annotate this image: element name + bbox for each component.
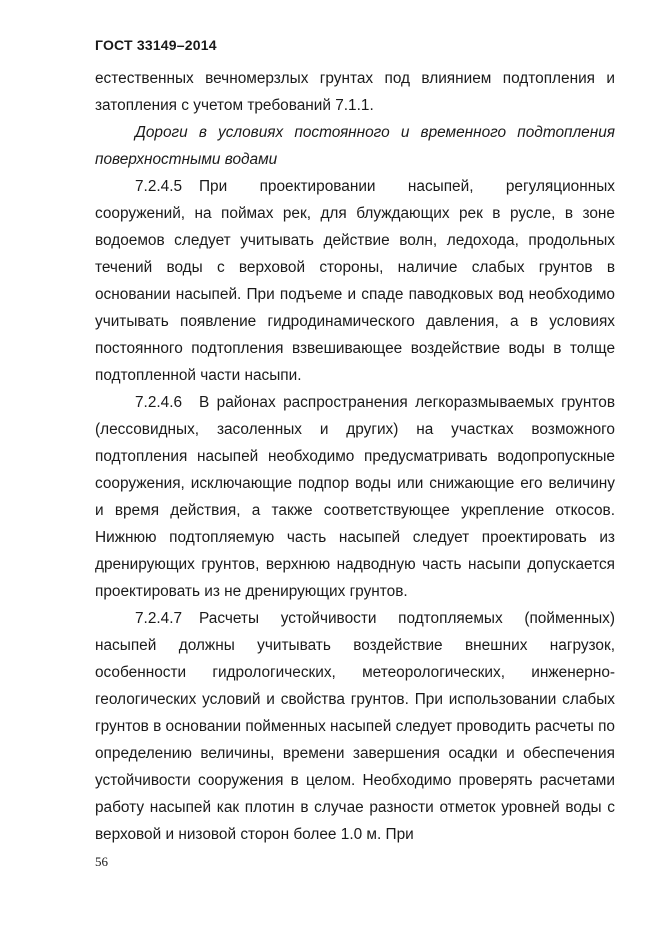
clause-text: При проектировании насыпей, регуляционных сооружений, на поймах рек, для блуждающих рек в русле, в зоне водоемов следует учитывать действие волн, ледохода, продольных течений воды с верховой стороны, наличие слабых грунтов в основании насыпей. При подъеме и спаде паводковых вод необходимо учитывать появление гидродинамического давления, а в условиях постоянного подтопления взвешивающее воздействие воды в толще подтопленной части насыпи. bbox=[95, 178, 615, 384]
clause-7-2-4-6 bbox=[95, 389, 615, 605]
document-header: ГОСТ 33149–2014 bbox=[95, 37, 217, 53]
clause-number: 7.2.4.5 bbox=[135, 178, 183, 195]
clause-text: Расчеты устойчивости подтопляемых (пойменных) насыпей должны учитывать воздействие внешних нагрузок, особенности гидрологических, метеорологических, инженерно-геологических условий и свойства грунтов. При использовании слабых грунтов в основании пойменных насыпей следует проводить расчеты по определению величины, времени завершения осадки и обеспечения устойчивости сооружения в целом. Необходимо проверять расчетами работу насыпей как плотин в случае разности отметок уровней воды с верховой и низовой сторон более 1.0 м. При bbox=[95, 610, 615, 843]
section-subheading: Дороги в условиях постоянного и временного подтопления поверхностными водами bbox=[95, 124, 615, 168]
page-number: 56 bbox=[95, 854, 108, 869]
clause-7-2-4-5 bbox=[95, 173, 615, 389]
clause-number: 7.2.4.7 bbox=[135, 610, 183, 627]
clause-text: В районах распространения легкоразмываемых грунтов (лессовидных, засоленных и других) на участках возможного подтопления насыпей необходимо предусматривать водопропускные сооружения, исключающие подпор воды или снижающие его величину и время действия, а также соответствующее укрепление откосов. Нижнюю подтопляемую часть насыпей следует проектировать из дренирующих грунтов, верхнюю надводную часть насыпи допускается проектировать из не дренирующих грунтов. bbox=[95, 394, 615, 600]
document-body bbox=[95, 65, 615, 848]
clause-7-2-4-7 bbox=[95, 605, 615, 848]
clause-number: 7.2.4.6 bbox=[135, 394, 183, 411]
paragraph-continuation: естественных вечномерзлых грунтах под влиянием подтопления и затопления с учетом требований 7.1.1. bbox=[95, 70, 615, 114]
